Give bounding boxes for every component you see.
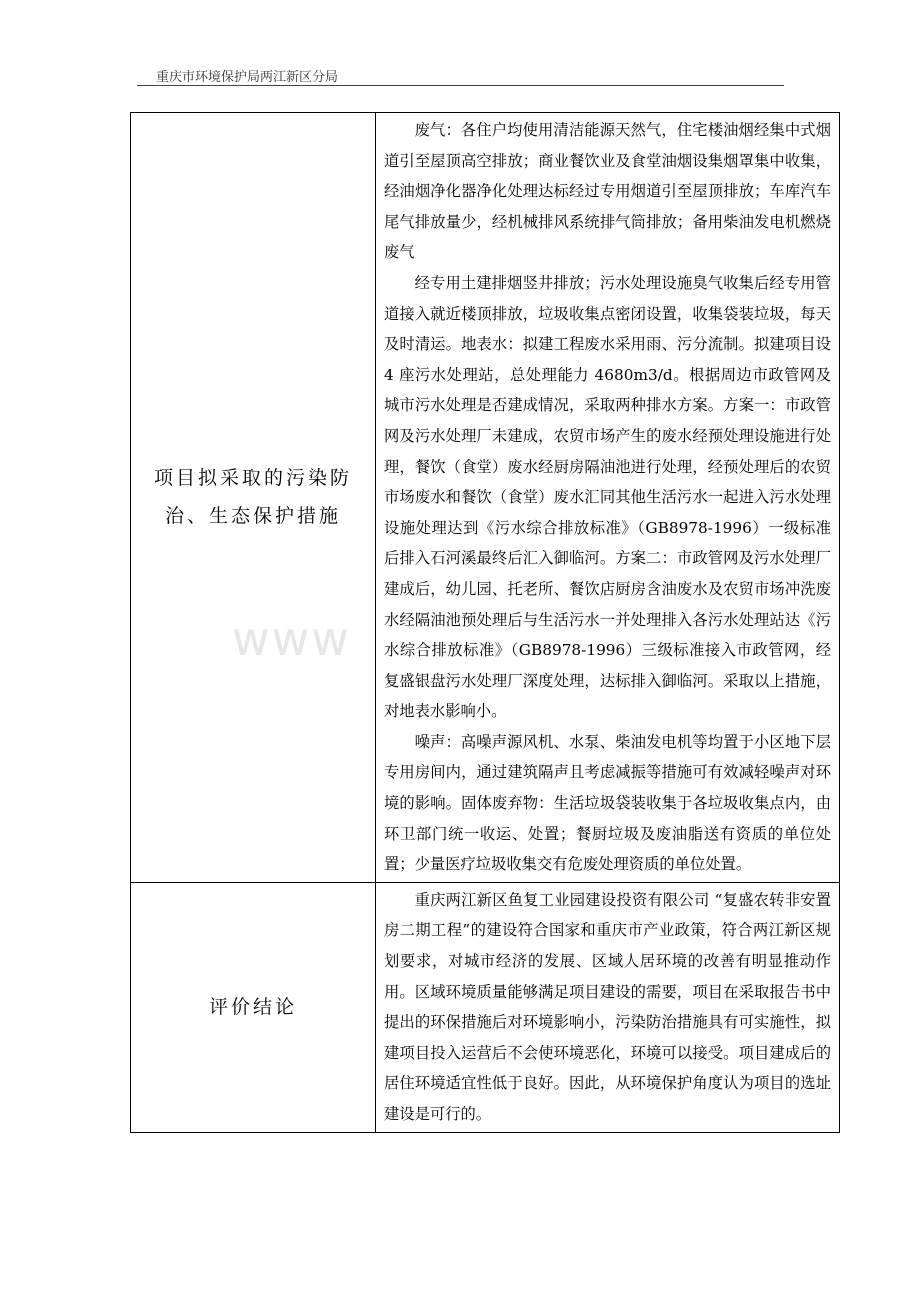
watermark: www	[232, 612, 351, 666]
paragraph-surface-water: 经专用土建排烟竖井排放；污水处理设施臭气收集后经专用管道接入就近楼顶排放，垃圾收集点密闭设置，收集袋装垃圾，每天及时清运。地表水：拟建工程废水采用雨、污分流制。拟建项目设 4 座污水处理站，总处理能力 4680m3/d。根据周边市政管网及城市污水处理是否建成情况，采取两种排水方案。方案一：市政管网及污水处理厂未建成，农贸市场产生的废水经预处理设施进行处理，餐饮（食堂）废水经厨房隔油池进行处理，经预处理后的农贸市场废水和餐饮（食堂）废水汇同其他生活污水一起进入污水处理设施处理达到《污水综合排放标准》（GB8978-1996）一级标准后排入石河溪最终后汇入御临河。方案二：市政管网及污水处理厂建成后，幼儿园、托老所、餐饮店厨房含油废水及农贸市场冲洗废水经隔油池预处理后与生活污水一并处理排入各污水处理站达《污水综合排放标准》（GB8978-1996）三级标准接入市政管网，经复盛银盘污水处理厂深度处理，达标排入御临河。采取以上措施，对地表水影响小。	[384, 273, 831, 721]
row-content-measures	[376, 113, 840, 883]
row-label-conclusion: 评价结论	[131, 882, 376, 1132]
table-row-conclusion	[131, 882, 840, 1132]
paragraph-exhaust-gas: 废气：各住户均使用清洁能源天然气，住宅楼油烟经集中式烟道引至屋顶高空排放；商业餐饮业及食堂油烟设集烟罩集中收集，经油烟净化器净化处理达标经过专用烟道引至屋顶排放；车库汽车尾气排放量少，经机械排风系统排气筒排放；备用柴油发电机燃烧废气	[384, 121, 831, 262]
paragraph-conclusion: 重庆两江新区鱼复工业园建设投资有限公司 “复盛农转非安置房二期工程”的建设符合国家和重庆市产业政策，符合两江新区规划要求，对城市经济的发展、区域人居环境的改善有明显推动作用。区域环境质量能够满足项目建设的需要，项目在采取报告书中提出的环保措施后对环境影响小，污染防治措施具有可实施性，拟建项目投入运营后不会使环境恶化，环境可以接受。项目建成后的居住环境适宜性低于良好。因此，从环境保护角度认为项目的选址建设是可行的。	[384, 890, 831, 1123]
header-divider	[137, 85, 784, 86]
table-row-measures	[131, 113, 840, 883]
row-content-conclusion	[376, 882, 840, 1132]
page-header-org: 重庆市环境保护局两江新区分局	[156, 70, 339, 85]
paragraph-noise-solid-waste: 噪声：高噪声源风机、水泵、柴油发电机等均置于小区地下层专用房间内，通过建筑隔声且考虑减振等措施可有效减轻噪声对环境的影响。固体废弃物：生活垃圾袋装收集于各垃圾收集点内，由环卫部门统一收运、处置；餐厨垃圾及废油脂送有资质的单位处置；少量医疗垃圾收集交有危废处理资质的单位处置。	[384, 732, 831, 874]
report-table	[130, 112, 840, 1133]
row-label-measures: 项目拟采取的污染防治、生态保护措施	[131, 113, 376, 883]
